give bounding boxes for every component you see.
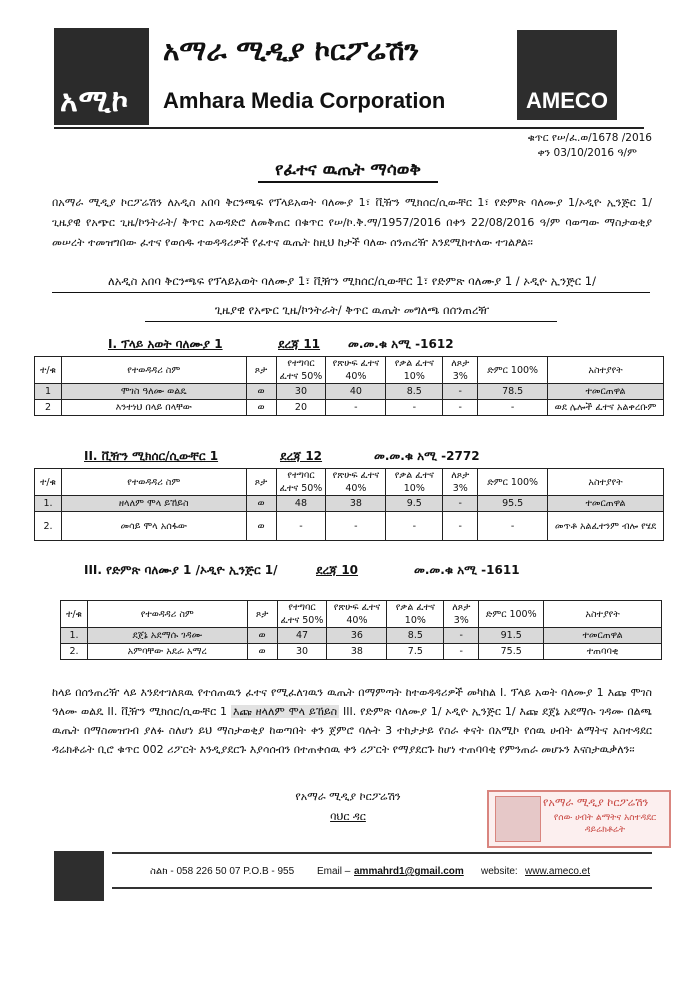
header-cell: ጾታ <box>246 357 276 384</box>
cell-oral: 9.5 <box>386 496 443 512</box>
subtitle-underline-1 <box>52 292 650 293</box>
table-row <box>61 644 662 660</box>
stamp-seal <box>495 796 541 842</box>
header-cell: ለጾታ 3% <box>444 601 479 628</box>
footer-email-link[interactable]: ammahrd1@gmail.com <box>354 866 464 877</box>
closing-text-1: ከላይ በሰንጠረዥ ላይ እንደተገለጸዉ የተሰጠዉን ፈተና የሚፈለገዉን ዉጤት በማምጣት ከተወዳዳሪዎች መካከል I. ፕላይ አወት ባለሙያ 1 እጩ ሞገስ ዓለሙ ወልዴ II. ቪዥን ሚክሰር/ሲውቸር 1 <box>52 686 652 718</box>
footer-rule-bottom <box>112 887 652 889</box>
cell-total: 95.5 <box>478 496 548 512</box>
cell-practical: 30 <box>276 384 326 400</box>
table-header-row <box>35 357 664 384</box>
section-3-title: III. የድምጽ ባለሙያ 1 /ኦዲዮ ኢንጅር 1/ <box>84 563 278 577</box>
cell-remark: ተመርጠዋል <box>548 496 664 512</box>
header-cell: የቃል ፈተና 10% <box>386 357 443 384</box>
official-stamp <box>487 790 671 848</box>
header-cell: ድምር 100% <box>478 469 548 496</box>
header-cell: አስተያየት <box>548 357 664 384</box>
cell-sex: ወ <box>246 512 276 541</box>
section-2-grade: ደረጃ 12 <box>280 449 323 463</box>
section-3-heading <box>84 563 584 578</box>
results-table-2 <box>34 468 664 541</box>
header-cell: አስተያየት <box>548 469 664 496</box>
cell-remark: ተጠባባቂ <box>544 644 662 660</box>
header-cell: የቃል ፈተና 10% <box>386 469 443 496</box>
section-3-grade: ደረጃ 10 <box>316 563 359 577</box>
cell-oral: - <box>386 400 443 416</box>
footer-phone: ስልክ - 058 226 50 07 P.O.B - 955 <box>150 866 295 877</box>
header-cell: ድምር 100% <box>479 601 544 628</box>
logo-left <box>54 28 149 125</box>
signature-org: የአማራ ሚዲያ ኮርፖሬሽን <box>295 790 401 803</box>
header-cell: ለጾታ 3% <box>443 469 478 496</box>
cell-sex: ወ <box>246 400 276 416</box>
cell-practical: 47 <box>277 628 327 644</box>
cell-total: - <box>478 400 548 416</box>
table-header-row <box>61 601 662 628</box>
footer-logo <box>54 851 104 901</box>
subtitle-underline-2 <box>145 321 557 322</box>
logo-left-text: አሚኮ <box>60 84 130 119</box>
cell-sex: ወ <box>246 384 276 400</box>
cell-name: መሳይ ሞላ አሰፋው <box>61 512 246 541</box>
cell-written: 36 <box>327 628 387 644</box>
cell-gender: - <box>443 384 478 400</box>
signature-city: ባህር ዳር <box>330 810 366 823</box>
header-cell: የተወዳዳሪ ስም <box>61 469 246 496</box>
cell-sex: ወ <box>247 628 277 644</box>
header-cell: ድምር 100% <box>478 357 548 384</box>
cell-oral: - <box>386 512 443 541</box>
cell-practical: 20 <box>276 400 326 416</box>
cell-practical: 48 <box>276 496 326 512</box>
cell-practical: 30 <box>277 644 327 660</box>
table-row <box>35 384 664 400</box>
cell-practical: - <box>276 512 326 541</box>
intro-paragraph: በአማራ ሚዲያ ኮርፖሬሽን ለአዲስ አበባ ቅርንጫፍ የፕላይአወት ባለሙያ 1፣ ቪዥን ሚክሰር/ሲውቸር 1፣ የድምጽ ባለሙያ 1/ኦዲዮ ኢንጅር 1/ ጊዜያዊ የአጭር ጊዜ/ኮንትራት/ ቅጥር አወዳድሮ ለመቅጠር በቁጥር የሠ/ኮ.ቅ.ማ/1957/2016 በቀን 22/08/2016 ዓ/ም ባወጣው ማስታወቂያ መሠረት ተመዝግበው ፈተና የወሰዱ ተወዳዳሪዎች የፈተና ዉጤት ከዚህ ከታች ባለው ሰንጠረዥ እንደሚከተለው ተገልፆል፡፡ <box>52 196 652 249</box>
title-underline <box>258 181 438 183</box>
cell-name: እንተነህ በላይ በላቸው <box>61 400 246 416</box>
cell-remark: ተመርጠዋል <box>548 384 664 400</box>
header-cell: የተግባር ፈተና 50% <box>276 469 326 496</box>
cell-total: 75.5 <box>479 644 544 660</box>
cell-gender: - <box>443 496 478 512</box>
reference-date: ቀን 03/10/2016 ዓ/ም <box>537 147 637 159</box>
stamp-line-2: የሰው ሀብት ልማትና አስተዳደር ዳይሬክቶሬት <box>553 813 657 835</box>
cell-no: 1. <box>61 628 88 644</box>
cell-oral: 7.5 <box>387 644 444 660</box>
footer-website-label: website: <box>481 866 518 877</box>
header-cell: የጽሁፍ ፈተና 40% <box>326 469 386 496</box>
closing-paragraph <box>52 683 652 759</box>
cell-written: - <box>326 400 386 416</box>
reference-block <box>528 131 652 161</box>
cell-gender: - <box>444 644 479 660</box>
section-1-title: I. ፕላይ አወት ባለሙያ 1 <box>108 337 223 351</box>
table-row <box>35 400 664 416</box>
header-cell: ጾታ <box>247 601 277 628</box>
cell-no: 2. <box>61 644 88 660</box>
section-1-code: መ.መ.ቁ አሚ -1612 <box>348 337 454 351</box>
section-1-heading <box>108 337 568 352</box>
header-cell: የተወዳዳሪ ስም <box>61 357 246 384</box>
header-cell: ተ/ቁ <box>35 469 62 496</box>
footer-website-link[interactable]: www.ameco.et <box>525 866 591 877</box>
logo-right-text: AMECO <box>526 88 608 113</box>
cell-oral: 8.5 <box>387 628 444 644</box>
cell-written: 40 <box>326 384 386 400</box>
section-1-grade: ደረጃ 11 <box>278 337 321 351</box>
cell-remark: መጥቶ አልፈተንም ብሎ የሄደ <box>548 512 664 541</box>
header-cell: የተወዳዳሪ ስም <box>87 601 247 628</box>
cell-gender: - <box>444 628 479 644</box>
cell-written: 38 <box>327 644 387 660</box>
cell-no: 1 <box>35 384 62 400</box>
header-cell: ተ/ቁ <box>61 601 88 628</box>
cell-no: 1. <box>35 496 62 512</box>
cell-remark: ወደ ሌሎች ፈተና አልቀረቡም <box>548 400 664 416</box>
header-rule <box>54 127 644 129</box>
cell-no: 2. <box>35 512 62 541</box>
table-header-row <box>35 469 664 496</box>
cell-total: - <box>478 512 548 541</box>
header-cell: የተግባር ፈተና 50% <box>277 601 327 628</box>
cell-written: 38 <box>326 496 386 512</box>
cell-written: - <box>326 512 386 541</box>
cell-total: 78.5 <box>478 384 548 400</box>
cell-name: አምባቸው አደራ አማረ <box>87 644 247 660</box>
cell-name: ሞገስ ዓለሙ ወልዴ <box>61 384 246 400</box>
results-table-3 <box>60 600 662 660</box>
cell-sex: ወ <box>246 496 276 512</box>
closing-text-2: III. የድምጽ ባለሙያ 1/ ኦዲዮ ኢንጅር 1/ እጩ ደጀኔ አደማሱ ገዳሙ በልጫ ዉጤት በማስመዝገብ ያለፉ ስለሆነ ይህ ማስታወቂያ ከወጣበት ቀን ጀምሮ ባሉት 3 ተከታታይ የስራ ቀናት በአሚኮ የሰዉ ሀብት ልማትና አስተዳደር ዳሬክቶሬት ቢሮ ቁጥር 002 ሪፖርት እንዲያደርጉ እያሳሰብን በተጠቀሰዉ ቀን ሪፖርት የማያደርጉ ከሆነ ተጠባባቂ የምንጠራ መሆኑን እናስታዉቃለን፡፡ <box>52 705 652 756</box>
stamp-line-1: የአማራ ሚዲያ ኮርፖሬሽን <box>543 796 649 809</box>
header-cell: የቃል ፈተና 10% <box>387 601 444 628</box>
header-cell: ለጾታ 3% <box>443 357 478 384</box>
table-row <box>35 512 664 541</box>
section-2-code: መ.መ.ቁ አሚ -2772 <box>374 449 480 463</box>
cell-oral: 8.5 <box>386 384 443 400</box>
cell-total: 91.5 <box>479 628 544 644</box>
page-title: የፈተና ዉጤት ማሳወቅ <box>275 160 421 180</box>
closing-highlight: እጩ ዘላለም ሞላ ይኸይስ <box>232 705 338 718</box>
reference-number: ቁጥር የሠ/ፈ.ወ/1678 /2016 <box>527 132 652 144</box>
section-3-code: መ.መ.ቁ አሚ -1611 <box>414 563 520 577</box>
org-name-english: Amhara Media Corporation <box>163 88 446 113</box>
header-cell: ጾታ <box>246 469 276 496</box>
results-table-1 <box>34 356 664 416</box>
subtitle-line-2: ጊዜያዊ የአጭር ጊዜ/ኮንትራት/ ቅጥር ዉጤት መግለጫ በሰንጠረዥ <box>214 303 490 317</box>
cell-gender: - <box>443 512 478 541</box>
section-2-heading <box>84 449 564 464</box>
header-cell: አስተያየት <box>544 601 662 628</box>
header-cell: ተ/ቁ <box>35 357 62 384</box>
header-cell: የጽሁፍ ፈተና 40% <box>327 601 387 628</box>
subtitle-line-1: ለአዲስ አበባ ቅርንጫፍ የፕላይአወት ባለሙያ 1፣ ቪዥን ሚክሰር/ሲውቸር 1፣ የድምጽ ባለሙያ 1 / ኦዲዮ ኢንጅር 1/ <box>108 274 596 288</box>
cell-name: ዘላለም ሞላ ይኸይስ <box>61 496 246 512</box>
cell-remark: ተመርጠዋል <box>544 628 662 644</box>
section-2-title: II. ቪዥን ሚክሰር/ሲውቸር 1 <box>84 449 219 463</box>
org-name-amharic: አማራ ሚዲያ ኮርፖሬሽን <box>163 34 420 67</box>
table-row <box>35 496 664 512</box>
table-row <box>61 628 662 644</box>
cell-name: ደጀኔ አደማሱ ገዳሙ <box>87 628 247 644</box>
cell-no: 2 <box>35 400 62 416</box>
cell-sex: ወ <box>247 644 277 660</box>
header-cell: የጽሁፍ ፈተና 40% <box>326 357 386 384</box>
cell-gender: - <box>443 400 478 416</box>
footer-rule-top <box>112 852 652 854</box>
footer-email-label: Email – <box>317 866 351 877</box>
logo-right <box>517 30 617 120</box>
header-cell: የተግባር ፈተና 50% <box>276 357 326 384</box>
